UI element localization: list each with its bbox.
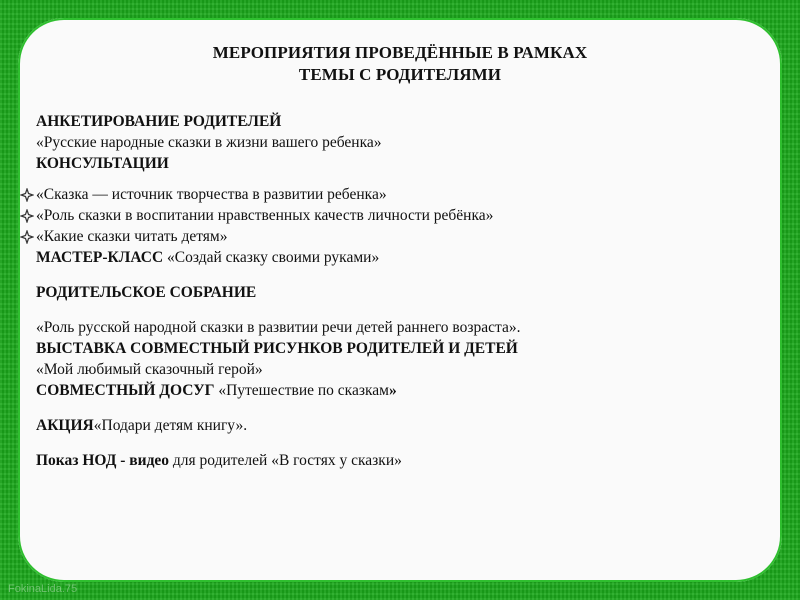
leisure-heading: СОВМЕСТНЫЙ ДОСУГ	[36, 382, 215, 399]
events-list	[36, 111, 776, 471]
watermark: FokinaLida.75	[8, 583, 78, 595]
consult-item-2-text: «Роль сказки в воспитании нравственных качеств личности ребёнка»	[36, 207, 494, 224]
consult-item-1-text: «Сказка — источник творчества в развитии ребенка»	[36, 186, 387, 203]
master-class-text: «Создай сказку своими руками»	[163, 249, 380, 266]
consult-item-1	[36, 184, 776, 205]
leisure-text: «Путешествие по сказкам	[214, 382, 389, 399]
title-line-1: МЕРОПРИЯТИЯ ПРОВЕДЁННЫЕ В РАМКАХ	[212, 43, 588, 62]
survey-heading: АНКЕТИРОВАНИЕ РОДИТЕЛЕЙ	[36, 113, 282, 130]
consult-item-2	[36, 205, 776, 226]
consult-item-3-text: «Какие сказки читать детям»	[36, 228, 228, 245]
slide-title	[0, 42, 800, 86]
survey-text: «Русские народные сказки в жизни вашего ребенка»	[36, 134, 382, 151]
master-class-heading: МАСТЕР-КЛАСС	[36, 249, 164, 266]
diamond-bullet-icon	[20, 230, 34, 244]
consult-item-3	[36, 226, 776, 247]
show-heading: Показ НОД - видео	[36, 452, 170, 469]
show-text: для родителей «В гостях у сказки»	[169, 452, 402, 469]
meeting-text: «Роль русской народной сказки в развитии речи детей раннего возраста».	[36, 319, 521, 336]
master-class-line	[36, 247, 776, 268]
action-text: «Подари детям книгу».	[93, 417, 248, 434]
exhibit-text: «Мой любимый сказочный герой»	[36, 361, 263, 378]
meeting-heading: РОДИТЕЛЬСКОЕ СОБРАНИЕ	[36, 284, 257, 301]
leisure-end: »	[388, 382, 397, 399]
consult-heading: КОНСУЛЬТАЦИИ	[36, 155, 169, 172]
exhibit-heading: ВЫСТАВКА СОВМЕСТНЫЙ РИСУНКОВ РОДИТЕЛЕЙ И ДЕТЕЙ	[36, 340, 518, 357]
title-line-2: ТЕМЫ С РОДИТЕЛЯМИ	[298, 65, 502, 84]
action-line	[36, 415, 776, 436]
diamond-bullet-icon	[20, 188, 34, 202]
action-heading: АКЦИЯ	[36, 417, 94, 434]
diamond-bullet-icon	[20, 209, 34, 223]
show-line	[36, 450, 776, 471]
leisure-line	[36, 380, 776, 401]
